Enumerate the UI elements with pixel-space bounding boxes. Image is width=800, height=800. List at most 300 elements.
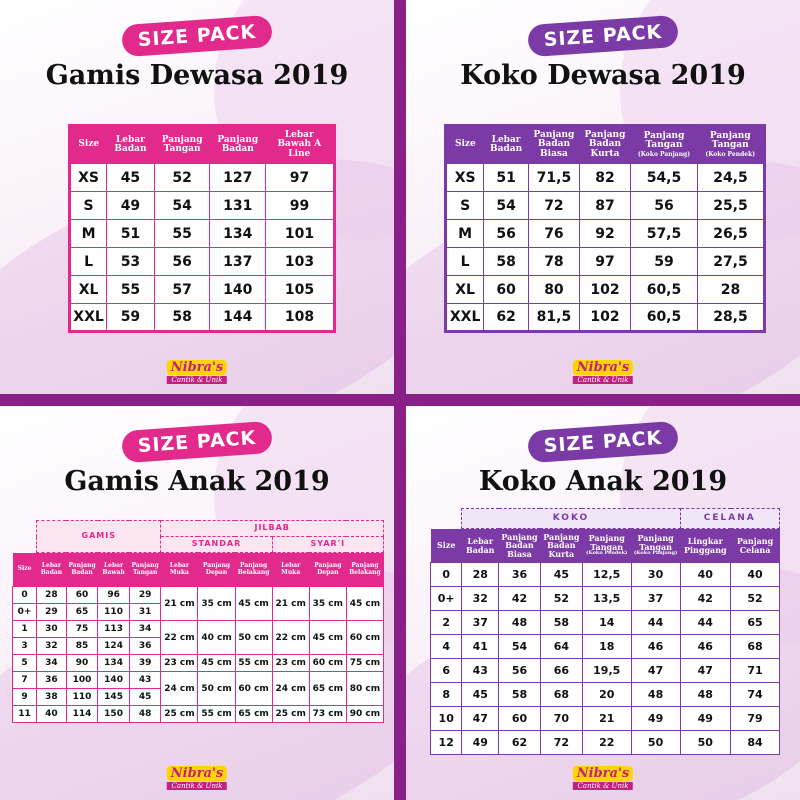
table-row xyxy=(70,276,335,304)
value-cell: 51 xyxy=(484,164,529,192)
value-cell: 27,5 xyxy=(697,248,764,276)
value-cell: 60 xyxy=(499,707,541,731)
value-cell: 82 xyxy=(579,164,630,192)
value-cell: 140 xyxy=(210,276,266,304)
value-cell: 41 xyxy=(462,635,499,659)
jilbab-cell: 45 cm xyxy=(198,655,235,672)
jilbab-cell: 60 cm xyxy=(309,655,346,672)
value-cell: 56 xyxy=(154,248,210,276)
value-cell: 55 xyxy=(107,276,155,304)
value-cell: 78 xyxy=(528,248,579,276)
column-header-label: Panjang Tangan xyxy=(637,533,674,552)
size-cell: 2 xyxy=(431,611,462,635)
value-cell: 71 xyxy=(731,659,780,683)
logo-text: Nibra's xyxy=(573,766,633,781)
value-cell: 31 xyxy=(129,604,161,621)
value-cell: 37 xyxy=(631,587,680,611)
value-cell: 50 xyxy=(680,731,731,755)
value-cell: 37 xyxy=(462,611,499,635)
value-cell: 38 xyxy=(37,689,67,706)
gamis-dewasa-size-table xyxy=(68,124,336,333)
value-cell: 100 xyxy=(66,672,98,689)
value-cell: 12,5 xyxy=(582,563,631,587)
gamis-anak-size-table xyxy=(12,520,384,723)
value-cell: 140 xyxy=(98,672,130,689)
column-header-label: Panjang Tangan xyxy=(643,130,685,151)
column-header-label: Lebar Badan xyxy=(465,536,495,555)
size-cell: XXL xyxy=(70,304,107,332)
value-cell: 134 xyxy=(210,220,266,248)
value-cell: 49 xyxy=(462,731,499,755)
value-cell: 40 xyxy=(680,563,731,587)
koko-anak-size-table xyxy=(430,508,780,755)
column-header-note: (Koko Pendek) xyxy=(705,150,756,158)
value-cell: 102 xyxy=(579,276,630,304)
value-cell: 29 xyxy=(129,587,161,604)
size-cell: S xyxy=(446,192,484,220)
column-header: Lebar Muka xyxy=(272,553,309,587)
value-cell: 80 xyxy=(528,276,579,304)
value-cell: 56 xyxy=(499,659,541,683)
jilbab-cell: 21 cm xyxy=(161,587,198,621)
table-row xyxy=(431,635,780,659)
value-cell: 131 xyxy=(210,192,266,220)
column-header-label: Panjang Badan Kurta xyxy=(543,531,580,559)
value-cell: 71,5 xyxy=(528,164,579,192)
value-cell: 79 xyxy=(731,707,780,731)
value-cell: 48 xyxy=(631,683,680,707)
jilbab-cell: 24 cm xyxy=(161,672,198,706)
value-cell: 145 xyxy=(98,689,130,706)
value-cell: 45 xyxy=(462,683,499,707)
column-header-label: Panjang Celana xyxy=(736,536,774,555)
value-cell: 137 xyxy=(210,248,266,276)
value-cell: 50 xyxy=(631,731,680,755)
value-cell: 49 xyxy=(631,707,680,731)
column-header-label: Lingkar Pinggang xyxy=(683,536,727,555)
value-cell: 72 xyxy=(528,192,579,220)
column-header-note: (Koko Panjang) xyxy=(633,550,678,557)
column-header xyxy=(107,126,155,164)
value-cell: 60,5 xyxy=(630,304,697,332)
value-cell: 45 xyxy=(107,164,155,192)
value-cell: 30 xyxy=(631,563,680,587)
value-cell: 14 xyxy=(582,611,631,635)
value-cell: 40 xyxy=(731,563,780,587)
value-cell: 46 xyxy=(680,635,731,659)
size-cell: 5 xyxy=(13,655,37,672)
panel-title: Koko Dewasa 2019 xyxy=(460,60,746,91)
value-cell: 26,5 xyxy=(697,220,764,248)
value-cell: 101 xyxy=(266,220,335,248)
value-cell: 47 xyxy=(680,659,731,683)
value-cell: 62 xyxy=(484,304,529,332)
table-row xyxy=(446,276,765,304)
jilbab-cell: 45 cm xyxy=(346,587,383,621)
value-cell: 60 xyxy=(484,276,529,304)
value-cell: 65 xyxy=(731,611,780,635)
jilbab-cell: 23 cm xyxy=(272,655,309,672)
jilbab-cell: 65 cm xyxy=(235,706,272,723)
column-header: Panjang Tangan xyxy=(129,553,161,587)
panel-title: Koko Anak 2019 xyxy=(478,466,728,497)
value-cell: 127 xyxy=(210,164,266,192)
table-row xyxy=(431,563,780,587)
size-pack-badge: SIZE PACK xyxy=(121,421,273,463)
column-header xyxy=(540,529,582,563)
value-cell: 108 xyxy=(266,304,335,332)
table-header-row xyxy=(13,553,384,587)
column-header xyxy=(154,126,210,164)
value-cell: 43 xyxy=(462,659,499,683)
value-cell: 124 xyxy=(98,638,130,655)
brand-logo xyxy=(573,356,633,384)
brand-logo xyxy=(167,356,227,384)
column-header: Lebar Badan xyxy=(37,553,67,587)
table-row xyxy=(13,655,384,672)
column-header-label: Lebar Badan xyxy=(490,134,523,154)
jilbab-cell: 24 cm xyxy=(272,672,309,706)
jilbab-cell: 45 cm xyxy=(235,587,272,621)
table-header-row xyxy=(446,126,765,164)
value-cell: 54 xyxy=(154,192,210,220)
size-cell: 0 xyxy=(431,563,462,587)
jilbab-cell: 22 cm xyxy=(272,621,309,655)
jilbab-cell: 35 cm xyxy=(198,587,235,621)
column-header: Size xyxy=(13,553,37,587)
size-cell: 3 xyxy=(13,638,37,655)
column-header-label: Panjang Badan Biasa xyxy=(533,129,575,159)
jilbab-cell: 60 cm xyxy=(346,621,383,655)
table-row xyxy=(446,192,765,220)
logo-tagline: Cantik & Unik xyxy=(573,376,633,384)
column-header xyxy=(528,126,579,164)
column-header-note: (Koko Pendek) xyxy=(586,550,628,557)
table-row xyxy=(431,659,780,683)
logo-tagline: Cantik & Unik xyxy=(573,782,633,790)
brand-logo xyxy=(573,762,633,790)
gamis-dewasa-panel xyxy=(0,0,394,394)
size-cell: 11 xyxy=(13,706,37,723)
column-header-label: Lebar Bawah A Line xyxy=(277,129,322,159)
group-gamis: GAMIS xyxy=(37,521,161,553)
value-cell: 59 xyxy=(630,248,697,276)
column-header xyxy=(630,126,697,164)
value-cell: 150 xyxy=(98,706,130,723)
column-header xyxy=(462,529,499,563)
value-cell: 97 xyxy=(579,248,630,276)
column-header-label: Panjang Tangan xyxy=(161,134,203,154)
column-header: Panjang Belakang xyxy=(346,553,383,587)
column-header xyxy=(582,529,631,563)
size-cell: XL xyxy=(446,276,484,304)
size-cell: 1 xyxy=(13,621,37,638)
table-row xyxy=(70,248,335,276)
table-header-row xyxy=(431,529,780,563)
value-cell: 47 xyxy=(462,707,499,731)
value-cell: 105 xyxy=(266,276,335,304)
value-cell: 30 xyxy=(37,621,67,638)
value-cell: 44 xyxy=(680,611,731,635)
value-cell: 62 xyxy=(499,731,541,755)
value-cell: 60 xyxy=(66,587,98,604)
size-cell: XS xyxy=(70,164,107,192)
value-cell: 32 xyxy=(462,587,499,611)
size-cell: S xyxy=(70,192,107,220)
value-cell: 46 xyxy=(631,635,680,659)
value-cell: 36 xyxy=(37,672,67,689)
value-cell: 44 xyxy=(631,611,680,635)
value-cell: 52 xyxy=(154,164,210,192)
value-cell: 28,5 xyxy=(697,304,764,332)
size-cell: XXL xyxy=(446,304,484,332)
value-cell: 75 xyxy=(66,621,98,638)
column-header xyxy=(731,529,780,563)
value-cell: 42 xyxy=(680,587,731,611)
value-cell: 49 xyxy=(107,192,155,220)
value-cell: 28 xyxy=(462,563,499,587)
logo-text: Nibra's xyxy=(167,766,227,781)
value-cell: 52 xyxy=(540,587,582,611)
value-cell: 40 xyxy=(37,706,67,723)
value-cell: 81,5 xyxy=(528,304,579,332)
value-cell: 85 xyxy=(66,638,98,655)
table-row xyxy=(431,707,780,731)
value-cell: 84 xyxy=(731,731,780,755)
jilbab-cell: 73 cm xyxy=(309,706,346,723)
table-row xyxy=(13,706,384,723)
table-row xyxy=(13,621,384,638)
value-cell: 76 xyxy=(528,220,579,248)
logo-text: Nibra's xyxy=(573,360,633,375)
table-row xyxy=(70,304,335,332)
value-cell: 57 xyxy=(154,276,210,304)
brand-logo xyxy=(167,762,227,790)
value-cell: 52 xyxy=(731,587,780,611)
table-row xyxy=(446,248,765,276)
jilbab-cell: 80 cm xyxy=(346,672,383,706)
value-cell: 54 xyxy=(499,635,541,659)
koko-anak-panel xyxy=(406,406,800,800)
column-header-label: Size xyxy=(455,139,476,150)
column-header xyxy=(697,126,764,164)
value-cell: 70 xyxy=(540,707,582,731)
value-cell: 28 xyxy=(37,587,67,604)
value-cell: 110 xyxy=(66,689,98,706)
value-cell: 65 xyxy=(66,604,98,621)
panel-title: Gamis Dewasa 2019 xyxy=(45,60,349,91)
jilbab-cell: 65 cm xyxy=(309,672,346,706)
value-cell: 21 xyxy=(582,707,631,731)
panel-title: Gamis Anak 2019 xyxy=(64,466,330,497)
value-cell: 99 xyxy=(266,192,335,220)
column-header-label: Panjang Tangan xyxy=(588,533,625,552)
size-cell: 4 xyxy=(431,635,462,659)
value-cell: 43 xyxy=(129,672,161,689)
table-row xyxy=(446,220,765,248)
size-cell: XL xyxy=(70,276,107,304)
column-header-label: Lebar Badan xyxy=(114,134,147,154)
value-cell: 134 xyxy=(98,655,130,672)
value-cell: 48 xyxy=(680,683,731,707)
jilbab-cell: 22 cm xyxy=(161,621,198,655)
value-cell: 87 xyxy=(579,192,630,220)
column-header-label: Panjang Tangan xyxy=(709,130,751,151)
value-cell: 22 xyxy=(582,731,631,755)
size-cell: 6 xyxy=(431,659,462,683)
size-cell: 0+ xyxy=(431,587,462,611)
value-cell: 36 xyxy=(499,563,541,587)
table-row xyxy=(70,220,335,248)
logo-text: Nibra's xyxy=(167,360,227,375)
value-cell: 68 xyxy=(731,635,780,659)
size-cell: 10 xyxy=(431,707,462,731)
value-cell: 68 xyxy=(540,683,582,707)
column-header xyxy=(680,529,731,563)
value-cell: 51 xyxy=(107,220,155,248)
value-cell: 144 xyxy=(210,304,266,332)
column-header xyxy=(210,126,266,164)
value-cell: 34 xyxy=(129,621,161,638)
value-cell: 58 xyxy=(154,304,210,332)
value-cell: 19,5 xyxy=(582,659,631,683)
column-header: Panjang Belakang xyxy=(235,553,272,587)
value-cell: 74 xyxy=(731,683,780,707)
column-header-label: Panjang Badan xyxy=(217,134,259,154)
column-header xyxy=(431,529,462,563)
jilbab-cell: 90 cm xyxy=(346,706,383,723)
value-cell: 24,5 xyxy=(697,164,764,192)
value-cell: 20 xyxy=(582,683,631,707)
table-row xyxy=(70,164,335,192)
size-pack-badge: SIZE PACK xyxy=(527,421,679,463)
table-header-row xyxy=(70,126,335,164)
value-cell: 58 xyxy=(499,683,541,707)
value-cell: 42 xyxy=(499,587,541,611)
column-header xyxy=(631,529,680,563)
jilbab-cell: 21 cm xyxy=(272,587,309,621)
jilbab-cell: 55 cm xyxy=(198,706,235,723)
value-cell: 113 xyxy=(98,621,130,638)
jilbab-cell: 25 cm xyxy=(161,706,198,723)
column-header xyxy=(446,126,484,164)
table-row xyxy=(13,587,384,604)
table-row xyxy=(431,587,780,611)
size-cell: 0 xyxy=(13,587,37,604)
size-cell: 9 xyxy=(13,689,37,706)
value-cell: 28 xyxy=(697,276,764,304)
size-pack-badge: SIZE PACK xyxy=(527,15,679,57)
value-cell: 59 xyxy=(107,304,155,332)
value-cell: 54,5 xyxy=(630,164,697,192)
group-celana: CELANA xyxy=(680,509,779,529)
column-header-label: Size xyxy=(436,540,456,551)
jilbab-cell: 35 cm xyxy=(309,587,346,621)
value-cell: 56 xyxy=(484,220,529,248)
size-cell: 8 xyxy=(431,683,462,707)
size-cell: 0+ xyxy=(13,604,37,621)
value-cell: 102 xyxy=(579,304,630,332)
group-jilbab: JILBAB xyxy=(161,521,384,537)
value-cell: 54 xyxy=(484,192,529,220)
size-cell: 12 xyxy=(431,731,462,755)
column-header-label: Panjang Badan Kurta xyxy=(584,129,626,159)
value-cell: 36 xyxy=(129,638,161,655)
jilbab-cell: 50 cm xyxy=(198,672,235,706)
table-row xyxy=(13,672,384,689)
value-cell: 103 xyxy=(266,248,335,276)
jilbab-cell: 45 cm xyxy=(309,621,346,655)
logo-tagline: Cantik & Unik xyxy=(167,782,227,790)
koko-dewasa-size-table xyxy=(444,124,766,333)
jilbab-cell: 60 cm xyxy=(235,672,272,706)
table-row xyxy=(446,304,765,332)
value-cell: 66 xyxy=(540,659,582,683)
value-cell: 58 xyxy=(484,248,529,276)
column-header-label: Size xyxy=(78,139,100,150)
value-cell: 45 xyxy=(540,563,582,587)
value-cell: 47 xyxy=(631,659,680,683)
value-cell: 34 xyxy=(37,655,67,672)
column-header-note: (Koko Panjang) xyxy=(637,150,691,158)
value-cell: 114 xyxy=(66,706,98,723)
table-row xyxy=(431,731,780,755)
jilbab-cell: 50 cm xyxy=(235,621,272,655)
jilbab-cell: 40 cm xyxy=(198,621,235,655)
jilbab-cell: 23 cm xyxy=(161,655,198,672)
value-cell: 58 xyxy=(540,611,582,635)
value-cell: 97 xyxy=(266,164,335,192)
size-cell: M xyxy=(446,220,484,248)
value-cell: 53 xyxy=(107,248,155,276)
size-cell: XS xyxy=(446,164,484,192)
column-header: Panjang Depan xyxy=(309,553,346,587)
value-cell: 13,5 xyxy=(582,587,631,611)
value-cell: 29 xyxy=(37,604,67,621)
jilbab-cell: 75 cm xyxy=(346,655,383,672)
value-cell: 56 xyxy=(630,192,697,220)
value-cell: 25,5 xyxy=(697,192,764,220)
table-row xyxy=(431,683,780,707)
value-cell: 96 xyxy=(98,587,130,604)
value-cell: 32 xyxy=(37,638,67,655)
value-cell: 90 xyxy=(66,655,98,672)
size-cell: M xyxy=(70,220,107,248)
column-header xyxy=(579,126,630,164)
column-header: Panjang Depan xyxy=(198,553,235,587)
column-header: Lebar Bawah xyxy=(98,553,130,587)
jilbab-cell: 55 cm xyxy=(235,655,272,672)
column-header xyxy=(70,126,107,164)
column-header xyxy=(499,529,541,563)
group-syari: SYAR'I xyxy=(272,537,383,553)
size-cell: L xyxy=(70,248,107,276)
koko-dewasa-panel xyxy=(406,0,800,394)
table-row xyxy=(70,192,335,220)
size-cell: 7 xyxy=(13,672,37,689)
size-pack-badge: SIZE PACK xyxy=(121,15,273,57)
value-cell: 55 xyxy=(154,220,210,248)
table-row xyxy=(431,611,780,635)
column-header-label: Panjang Badan Biasa xyxy=(501,531,538,559)
column-header xyxy=(266,126,335,164)
value-cell: 18 xyxy=(582,635,631,659)
value-cell: 48 xyxy=(499,611,541,635)
logo-tagline: Cantik & Unik xyxy=(167,376,227,384)
size-cell: L xyxy=(446,248,484,276)
value-cell: 110 xyxy=(98,604,130,621)
value-cell: 72 xyxy=(540,731,582,755)
